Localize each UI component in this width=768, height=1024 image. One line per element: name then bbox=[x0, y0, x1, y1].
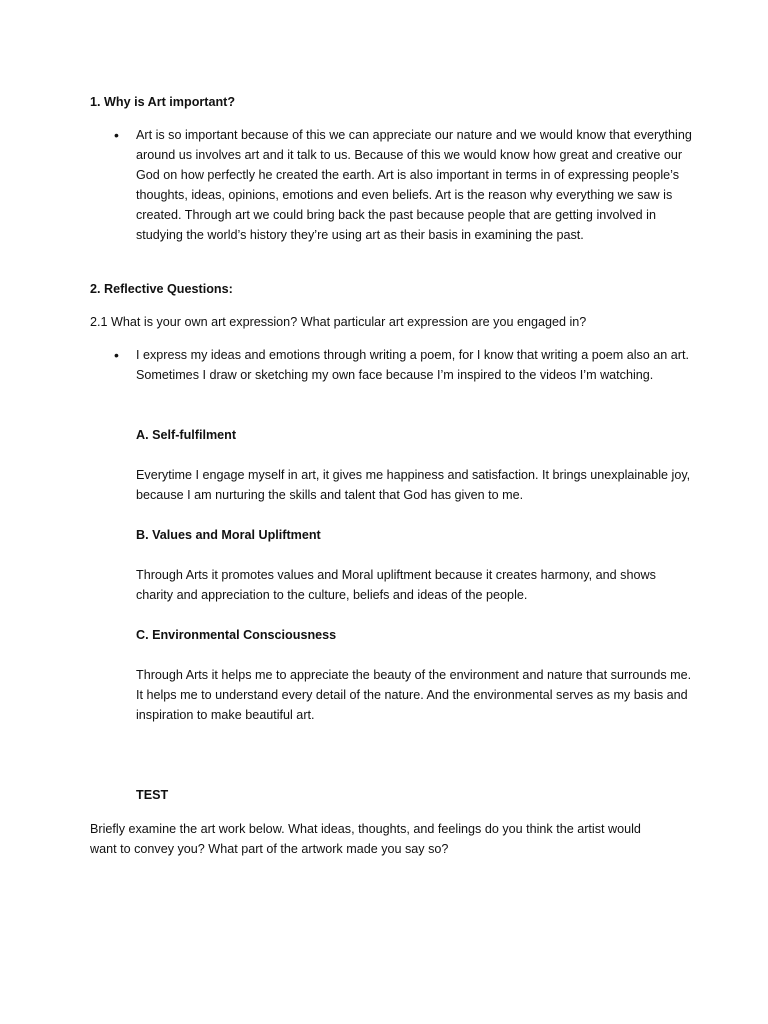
bullet-icon: • bbox=[114, 347, 119, 363]
test-instructions: Briefly examine the art work below. What ideas, thoughts, and feelings do you think the artist would want to convey you? What part of the artwork made you say so? bbox=[90, 822, 641, 856]
question-2-1-answer: I express my ideas and emotions through writing a poem, for I know that writing a poem also an art. Sometimes I draw or sketching my own face because I’m inspired to the videos I’m watching. bbox=[136, 348, 689, 382]
section-body-environmental: Through Arts it helps me to appreciate the beauty of the environment and nature that surrounds me. It helps me to understand every detail of the nature. And the environmental serves as my basis and inspiration to make beautiful art. bbox=[136, 668, 692, 722]
question-2-heading: 2. Reflective Questions: bbox=[90, 282, 233, 296]
question-1-heading: 1. Why is Art important? bbox=[90, 95, 236, 109]
bullet-icon: • bbox=[114, 127, 119, 143]
section-body-self-fulfilment: Everytime I engage myself in art, it gives me happiness and satisfaction. It brings unexplainable joy, because I am nurturing the skills and talent that God has given to me. bbox=[136, 468, 691, 502]
section-heading-values: B. Values and Moral Upliftment bbox=[136, 528, 321, 542]
section-heading-self-fulfilment: A. Self-fulfilment bbox=[136, 428, 237, 442]
question-1-answer: Art is so important because of this we can appreciate our nature and we would know that everything around us involves art and it talk to us. Because of this we would know how great and creative our God on how perfectly he created the earth. Art is also important in terms in of expressing people’s thoughts, ideas, opinions, emotions and even beliefs. Art is the reason why everything we saw is created. Through art we could bring back the past because people that are getting involved in studying the world’s history they’re using art as their basis in examining the past. bbox=[136, 128, 692, 242]
question-2-1: 2.1 What is your own art expression? What particular art expression are you engaged in? bbox=[90, 315, 587, 329]
section-body-values: Through Arts it promotes values and Moral upliftment because it creates harmony, and shows charity and appreciation to the culture, beliefs and ideas of the people. bbox=[136, 568, 656, 602]
test-heading: TEST bbox=[136, 788, 169, 802]
section-heading-environmental: C. Environmental Consciousness bbox=[136, 628, 337, 642]
